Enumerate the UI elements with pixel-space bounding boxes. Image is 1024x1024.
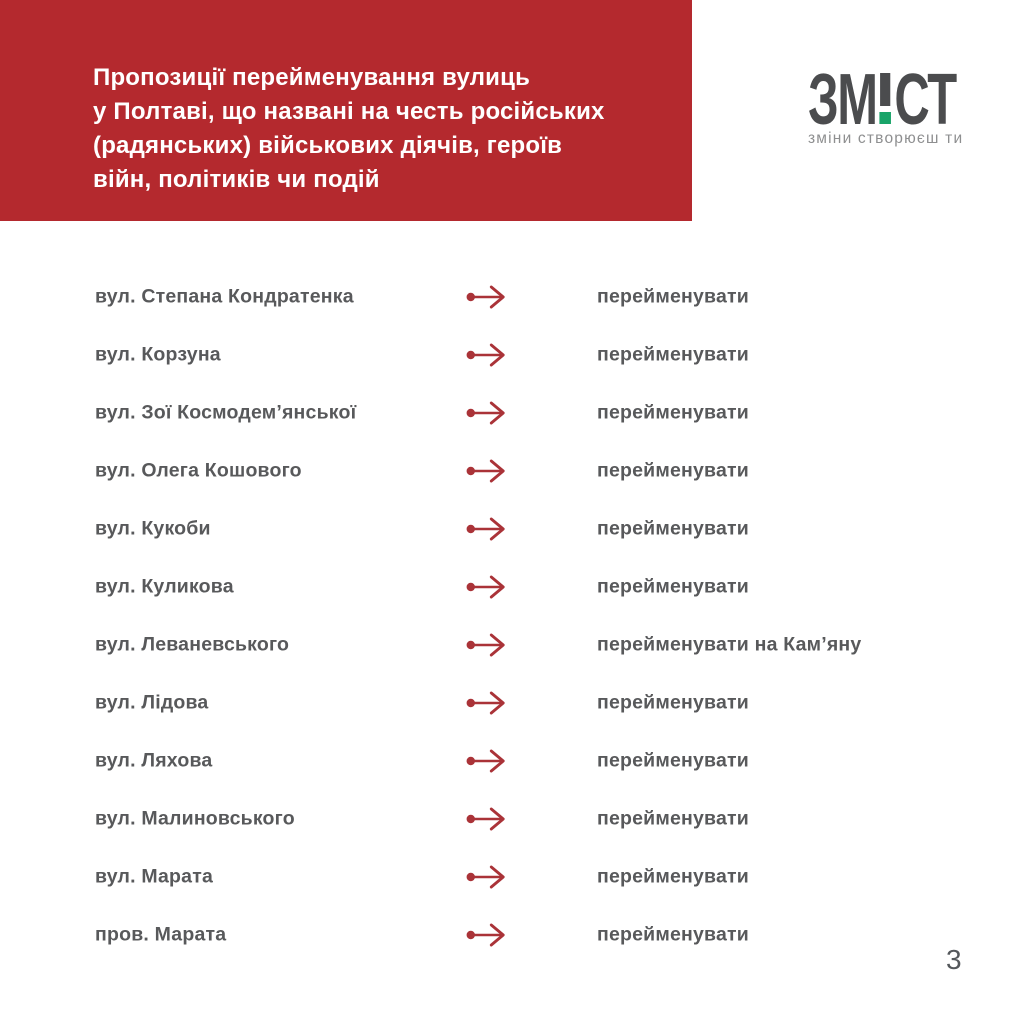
page-title-line: Пропозиції перейменування вулиць	[93, 64, 531, 91]
street-name: вул. Лідова	[95, 691, 209, 714]
page-title	[93, 61, 605, 197]
rename-action: перейменувати	[597, 865, 749, 888]
arrow-right-icon	[466, 747, 508, 776]
arrow-right-icon	[466, 921, 508, 950]
arrow-right-icon	[466, 515, 508, 544]
rename-row	[0, 442, 1024, 500]
street-name: вул. Олега Кошового	[95, 459, 302, 482]
street-name: вул. Куликова	[95, 575, 234, 598]
rename-row	[0, 674, 1024, 732]
street-name: вул. Степана Кондратенка	[95, 285, 354, 308]
arrow-right-icon	[466, 283, 508, 312]
arrow-right-icon	[466, 457, 508, 486]
street-name: вул. Корзуна	[95, 343, 221, 366]
arrow-right-icon	[466, 573, 508, 602]
logo-letters-right: СТ	[894, 60, 956, 140]
logo-letters-left: ЗМ	[808, 60, 877, 140]
arrow-right-icon	[466, 341, 508, 370]
rename-row	[0, 616, 1024, 674]
rename-action: перейменувати	[597, 401, 749, 424]
rename-action: перейменувати	[597, 575, 749, 598]
rename-row	[0, 384, 1024, 442]
rename-row	[0, 906, 1024, 964]
street-name: вул. Малиновського	[95, 807, 295, 830]
street-name: вул. Кукоби	[95, 517, 211, 540]
rename-action: перейменувати	[597, 459, 749, 482]
arrow-right-icon	[466, 863, 508, 892]
rename-row	[0, 848, 1024, 906]
rename-action: перейменувати	[597, 285, 749, 308]
rename-action: перейменувати	[597, 517, 749, 540]
rename-action: перейменувати	[597, 923, 749, 946]
zmist-logo	[808, 60, 1024, 148]
exclamation-dot	[879, 112, 891, 124]
page-title-line: (радянських) військових діячів, героїв	[93, 132, 563, 159]
rename-list	[0, 268, 1024, 964]
exclamation-bar	[880, 73, 890, 106]
page-title-line: у Полтаві, що названі на честь російських	[93, 98, 605, 125]
street-name: пров. Марата	[95, 923, 227, 946]
header-block	[0, 0, 692, 221]
arrow-right-icon	[466, 689, 508, 718]
rename-row	[0, 500, 1024, 558]
arrow-right-icon	[466, 805, 508, 834]
arrow-right-icon	[466, 631, 508, 660]
street-name: вул. Зої Космодем’янської	[95, 401, 357, 424]
page-title-line: війн, політиків чи подій	[93, 166, 380, 193]
arrow-right-icon	[466, 399, 508, 428]
rename-row	[0, 790, 1024, 848]
street-name: вул. Марата	[95, 865, 213, 888]
logo-tagline: зміни створюєш ти	[808, 130, 964, 147]
rename-row	[0, 326, 1024, 384]
rename-row	[0, 558, 1024, 616]
logo-exclamation-icon	[879, 72, 891, 124]
rename-row	[0, 732, 1024, 790]
rename-row	[0, 268, 1024, 326]
rename-action: перейменувати	[597, 807, 749, 830]
rename-action: перейменувати	[597, 691, 749, 714]
street-name: вул. Ляхова	[95, 749, 213, 772]
page-number: 3	[946, 944, 962, 975]
street-name: вул. Леваневського	[95, 633, 290, 656]
rename-action: перейменувати	[597, 343, 749, 366]
rename-action: перейменувати	[597, 749, 749, 772]
rename-action: перейменувати на Кам’яну	[597, 633, 862, 656]
